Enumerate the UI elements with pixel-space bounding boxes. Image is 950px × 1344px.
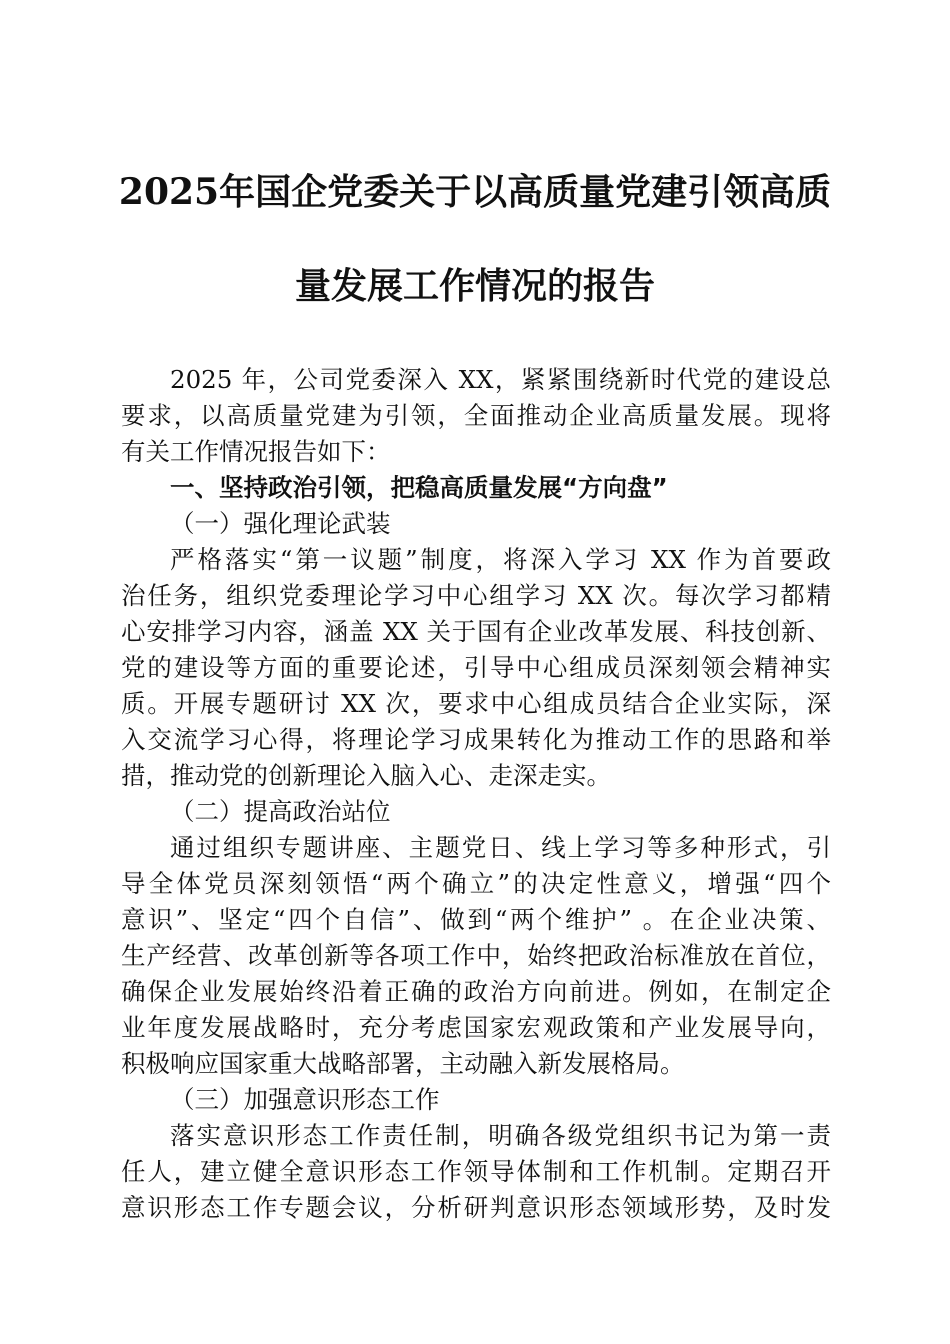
paragraph-line: 党的建设等方面的重要论述，引导中心组成员深刻领会精神实 <box>121 653 831 682</box>
paragraph-line: 要求，以高质量党建为引领，全面推动企业高质量发展。现将 <box>121 401 831 430</box>
document-title-line-2: 量发展工作情况的报告 <box>294 265 655 307</box>
section-heading: 一、坚持政治引领，把稳高质量发展“方向盘” <box>170 473 668 502</box>
paragraph-line: 任人，建立健全意识形态工作领导体制和工作机制。定期召开 <box>121 1157 831 1186</box>
subsection-heading: （二）提高政治站位 <box>170 797 391 826</box>
subsection-heading: （一）强化理论武装 <box>170 509 391 538</box>
paragraph-first-line: 落实意识形态工作责任制，明确各级党组织书记为第一责 <box>170 1121 831 1150</box>
paragraph-line: 生产经营、改革创新等各项工作中，始终把政治标准放在首位， <box>121 941 831 970</box>
paragraph-first-line: 2025 年，公司党委深入 XX，紧紧围绕新时代党的建设总 <box>170 365 831 394</box>
paragraph-line: 意识”、坚定“四个自信”、做到“两个维护” 。在企业决策、 <box>121 905 831 934</box>
paragraph-line: 入交流学习心得，将理论学习成果转化为推动工作的思路和举 <box>121 725 831 754</box>
paragraph-last-line: 有关工作情况报告如下： <box>121 437 391 466</box>
paragraph-last-line: 积极响应国家重大战略部署，主动融入新发展格局。 <box>121 1049 685 1078</box>
subsection-heading: （三）加强意识形态工作 <box>170 1085 440 1114</box>
paragraph-line: 质。开展专题研讨 XX 次，要求中心组成员结合企业实际，深 <box>121 689 831 718</box>
document-title-line-1: 2025年国企党委关于以高质量党建引领高质 <box>118 171 832 213</box>
paragraph-line: 意识形态工作专题会议，分析研判意识形态领域形势，及时发 <box>121 1193 831 1222</box>
paragraph-line: 心安排学习内容，涵盖 XX 关于国有企业改革发展、科技创新、 <box>121 617 831 646</box>
paragraph-first-line: 严格落实“第一议题”制度，将深入学习 XX 作为首要政 <box>170 545 831 574</box>
paragraph-line: 业年度发展战略时，充分考虑国家宏观政策和产业发展导向， <box>121 1013 831 1042</box>
paragraph-last-line: 措，推动党的创新理论入脑入心、走深走实。 <box>121 761 611 790</box>
paragraph-first-line: 通过组织专题讲座、主题党日、线上学习等多种形式，引 <box>170 833 831 862</box>
document-body <box>121 362 831 1226</box>
paragraph-line: 确保企业发展始终沿着正确的政治方向前进。例如，在制定企 <box>121 977 831 1006</box>
paragraph-line: 导全体党员深刻领悟“两个确立”的决定性意义，增强“四个 <box>121 869 831 898</box>
paragraph-line: 治任务，组织党委理论学习中心组学习 XX 次。每次学习都精 <box>121 581 831 610</box>
